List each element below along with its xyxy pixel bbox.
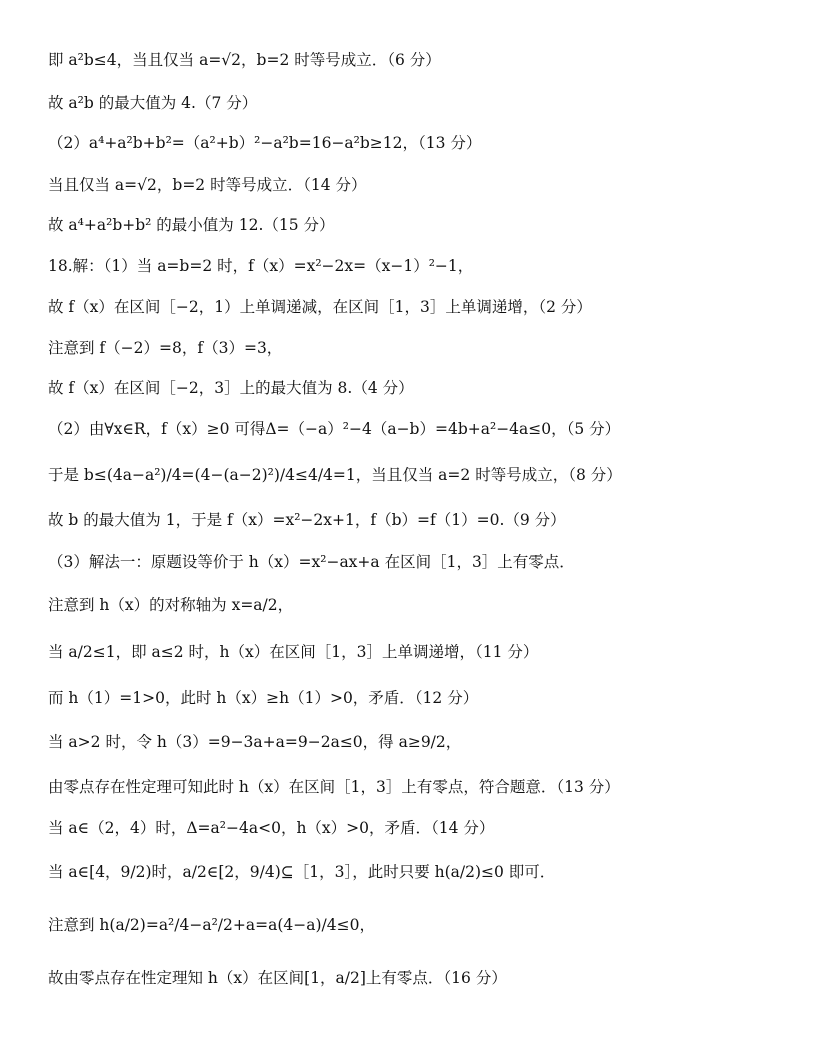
text-line-15: 当 a/2≤1，即 a≤2 时，h（x）在区间［1，3］上单调递增，（11 分）	[48, 643, 539, 661]
text-line-5: 故 a⁴+a²b+b² 的最小值为 12.（15 分）	[48, 216, 335, 234]
text-line-7: 故 f（x）在区间［−2，1）上单调递减，在区间［1，3］上单调递增，（2 分）	[48, 298, 592, 316]
text-line-20: 当 a∈[4，9/2)时，a/2∈[2，9/4)⊆［1，3］，此时只要 h(a/2)≤0 即可．	[48, 863, 556, 881]
text-line-9: 故 f（x）在区间［−2，3］上的最大值为 8.（4 分）	[48, 379, 414, 397]
text-line-14: 注意到 h（x）的对称轴为 x=a/2，	[48, 596, 294, 614]
text-line-13: （3）解法一：原题设等价于 h（x）=x²−ax+a 在区间［1，3］上有零点．	[48, 553, 575, 571]
text-line-16: 而 h（1）=1>0，此时 h（x）≥h（1）>0，矛盾．（12 分）	[48, 689, 479, 707]
text-line-17: 当 a>2 时，令 h（3）=9−3a+a=9−2a≤0，得 a≥9/2，	[48, 733, 462, 751]
text-line-1: 即 a²b≤4，当且仅当 a=√2，b=2 时等号成立．（6 分）	[48, 51, 441, 69]
text-line-10: （2）由∀x∈R，f（x）≥0 可得Δ=（−a）²−4（a−b）=4b+a²−4a≤0，（5 分）	[48, 420, 621, 438]
text-line-11: 于是 b≤(4a−a²)/4=(4−(a−2)²)/4≤4/4=1，当且仅当 a=2 时等号成立，（8 分）	[48, 466, 622, 484]
text-line-18: 由零点存在性定理可知此时 h（x）在区间［1，3］上有零点，符合题意．（13 分）	[48, 778, 620, 796]
text-line-2: 故 a²b 的最大值为 4.（7 分）	[48, 94, 258, 112]
text-line-4: 当且仅当 a=√2，b=2 时等号成立．（14 分）	[48, 176, 367, 194]
text-line-12: 故 b 的最大值为 1，于是 f（x）=x²−2x+1，f（b）=f（1）=0.（9 分）	[48, 511, 566, 529]
text-line-22: 故由零点存在性定理知 h（x）在区间[1，a/2]上有零点．（16 分）	[48, 969, 507, 987]
text-line-3: （2）a⁴+a²b+b²=（a²+b）²−a²b=16−a²b≥12，（13 分）	[48, 134, 482, 152]
text-line-19: 当 a∈（2，4）时，Δ=a²−4a<0，h（x）>0，矛盾．（14 分）	[48, 819, 495, 837]
text-line-21: 注意到 h(a/2)=a²/4−a²/2+a=a(4−a)/4≤0，	[48, 916, 375, 934]
text-line-6: 18.解：（1）当 a=b=2 时，f（x）=x²−2x=（x−1）²−1，	[48, 257, 474, 275]
text-line-8: 注意到 f（−2）=8，f（3）=3，	[48, 339, 283, 357]
